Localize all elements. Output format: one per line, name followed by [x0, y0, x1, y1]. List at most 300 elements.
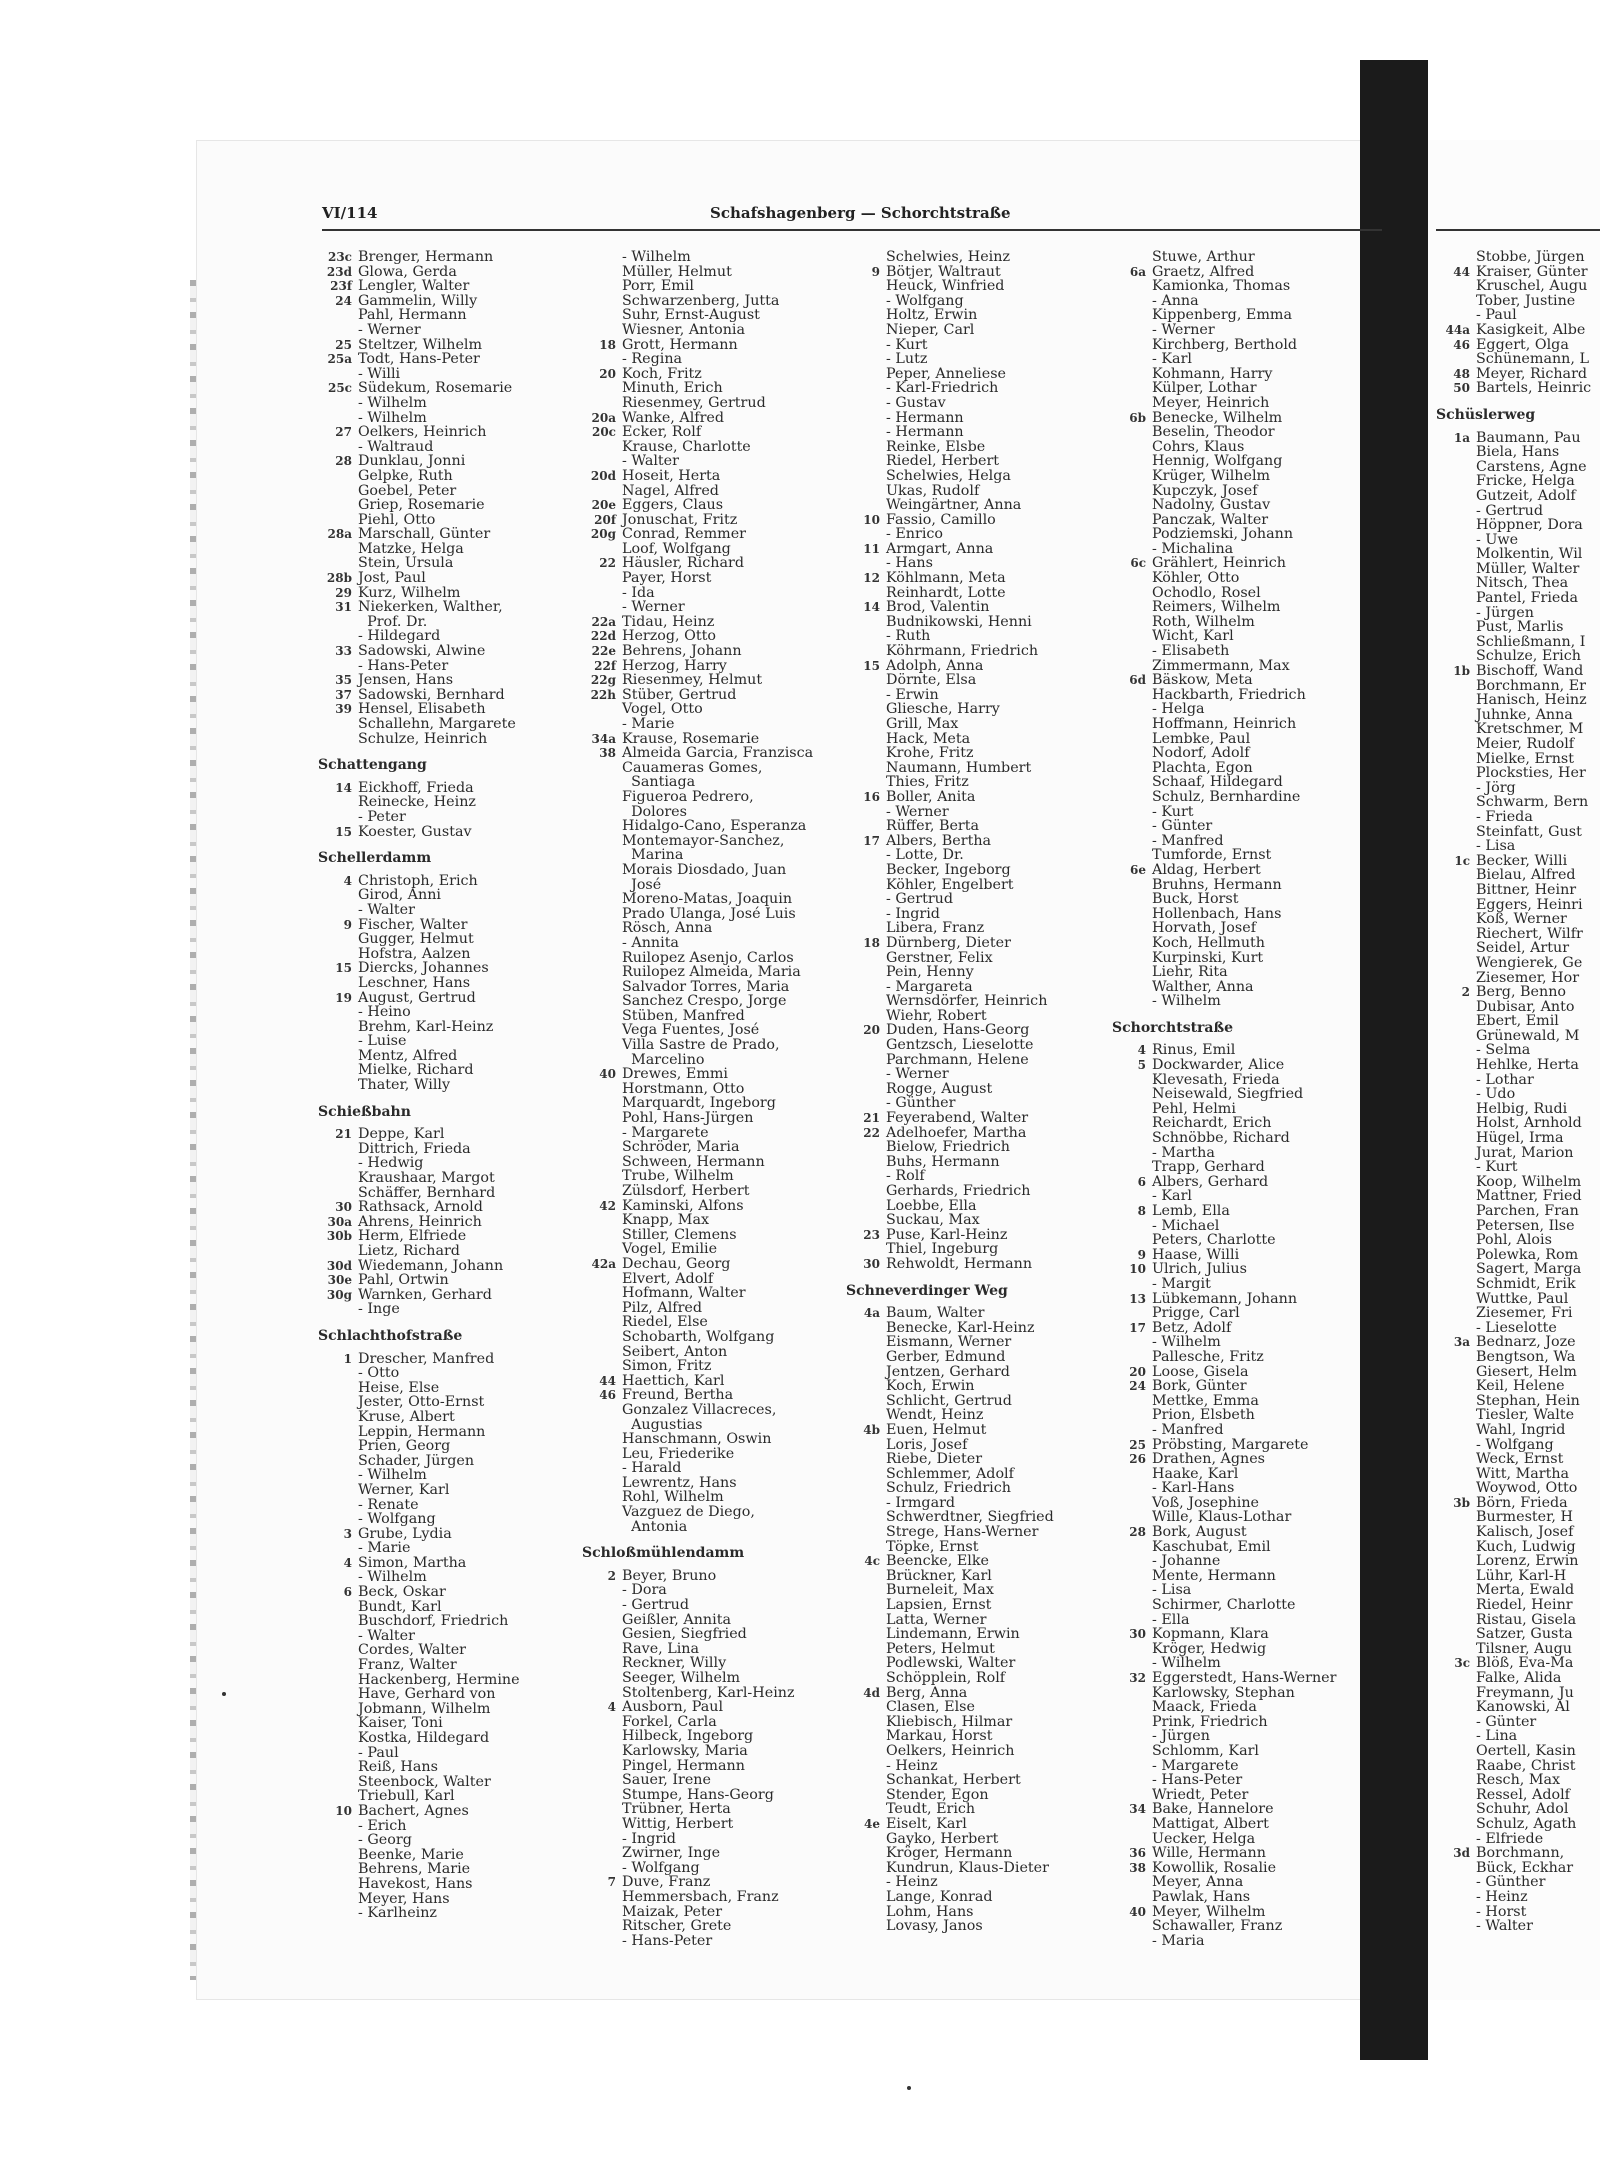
- resident-name: Hennig, Wolfgang: [1152, 453, 1283, 470]
- resident-name: Kurz, Wilhelm: [358, 584, 461, 601]
- resident-name: Rüffer, Berta: [886, 818, 980, 835]
- resident-entry: [1436, 1043, 1591, 1058]
- resident-name: Schlomm, Karl: [1152, 1742, 1260, 1759]
- resident-name: Aldag, Herbert: [1152, 861, 1261, 878]
- resident-entry: [846, 1038, 1054, 1053]
- resident-entry: [1436, 1554, 1591, 1569]
- resident-name: Kruse, Albert: [358, 1408, 455, 1425]
- resident-name: Falke, Alida: [1476, 1670, 1562, 1686]
- resident-name: Reckner, Willy: [622, 1655, 727, 1672]
- resident-entry: [1436, 1189, 1591, 1204]
- resident-name: Euen, Helmut: [886, 1421, 987, 1438]
- resident-name: - Selma: [1476, 1042, 1531, 1059]
- resident-entry: [1436, 941, 1591, 956]
- resident-name: Nieper, Carl: [886, 321, 975, 338]
- resident-entry: [318, 1468, 520, 1483]
- resident-entry: [1436, 956, 1591, 971]
- house-number: 8: [1137, 1204, 1146, 1218]
- house-number: 30: [1129, 1627, 1146, 1642]
- resident-entry: [846, 863, 1054, 878]
- resident-entry: [846, 1846, 1054, 1861]
- resident-entry: [318, 1746, 520, 1761]
- resident-entry: [318, 250, 520, 265]
- resident-name: Meyer, Richard: [1476, 365, 1588, 382]
- house-number: 4b: [863, 1422, 880, 1437]
- house-number: 48: [1453, 366, 1470, 381]
- house-number: 14: [863, 600, 880, 615]
- resident-entry: [1112, 1540, 1336, 1555]
- resident-entry: [1436, 474, 1591, 489]
- resident-entry: [582, 1126, 813, 1141]
- resident-name: Rohl, Wilhelm: [622, 1489, 724, 1506]
- resident-name: Hidalgo-Cano, Esperanza: [622, 818, 807, 835]
- resident-entry: [318, 1819, 520, 1834]
- resident-entry: [582, 936, 813, 951]
- street-heading: Schorchtstraße: [1112, 1019, 1234, 1036]
- resident-name: - Ruth: [886, 628, 931, 645]
- resident-name: Wanke, Alfred: [622, 409, 725, 426]
- resident-entry: [318, 308, 520, 323]
- resident-name: Becker, Ingeborg: [886, 861, 1011, 878]
- resident-name: Kirchberg, Berthold: [1152, 336, 1298, 353]
- resident-entry: [1436, 1423, 1591, 1438]
- column-3: [846, 250, 1054, 1934]
- house-number: 9: [871, 264, 880, 279]
- resident-name: Grott, Hermann: [622, 336, 738, 353]
- resident-entry: [846, 907, 1054, 922]
- resident-entry: [318, 1229, 520, 1244]
- resident-entry: [1112, 1846, 1336, 1861]
- resident-entry: [1112, 688, 1336, 703]
- resident-entry: [318, 1078, 520, 1093]
- resident-name: Hackenberg, Hermine: [358, 1671, 520, 1688]
- resident-entry: [318, 1302, 520, 1317]
- house-number: 46: [599, 1388, 616, 1403]
- resident-entry: [1112, 907, 1336, 922]
- house-number: 23f: [330, 279, 352, 294]
- resident-entry: [1112, 1759, 1336, 1774]
- street-heading: Schloßmühlendamm: [582, 1545, 745, 1562]
- house-number: 9: [1137, 1247, 1146, 1262]
- resident-entry: [1112, 892, 1336, 907]
- house-number: 30e: [327, 1273, 352, 1288]
- resident-entry: [582, 1053, 813, 1068]
- resident-entry: [318, 1244, 520, 1259]
- resident-name: Deppe, Karl: [358, 1126, 445, 1143]
- resident-entry: [846, 892, 1054, 907]
- resident-name: Dockwarder, Alice: [1152, 1057, 1285, 1074]
- resident-name: - Willi: [358, 365, 401, 382]
- resident-entry: [318, 1673, 520, 1688]
- resident-entry: [318, 1848, 520, 1863]
- resident-entry: [1112, 1292, 1336, 1307]
- resident-entry: [1112, 1262, 1336, 1277]
- resident-name: Salvador Torres, Maria: [622, 978, 790, 995]
- resident-name: - Helga: [1152, 701, 1205, 718]
- house-number: 40: [1129, 1904, 1146, 1919]
- resident-name: - Kurt: [1152, 803, 1194, 820]
- resident-entry: [1436, 1014, 1591, 1029]
- resident-entry: [582, 1788, 813, 1803]
- resident-entry: [1436, 591, 1591, 606]
- resident-name: - Lina: [1476, 1728, 1518, 1745]
- resident-entry: [318, 1454, 520, 1469]
- resident-name: Kundrun, Klaus-Dieter: [886, 1859, 1049, 1876]
- resident-name: - Dora: [622, 1582, 667, 1599]
- resident-name: Schöpplein, Rolf: [886, 1670, 1006, 1686]
- resident-entry: [582, 951, 813, 966]
- resident-name: Hehlke, Herta: [1476, 1057, 1579, 1074]
- resident-name: Köhler, Otto: [1152, 570, 1240, 587]
- resident-name: Clasen, Else: [886, 1699, 975, 1716]
- resident-name: Eickhoff, Frieda: [358, 779, 474, 796]
- resident-name: Neisewald, Siegfried: [1152, 1086, 1304, 1103]
- resident-entry: [1436, 445, 1591, 460]
- resident-entry: [582, 1656, 813, 1671]
- resident-name: Ressel, Adolf: [1476, 1786, 1570, 1803]
- resident-name: Ziesemer, Fri: [1476, 1305, 1573, 1322]
- resident-name: Pilz, Alfred: [622, 1299, 703, 1316]
- resident-entry: [582, 1257, 813, 1272]
- speck-mark: [907, 2086, 911, 2090]
- resident-entry: [318, 1702, 520, 1717]
- resident-entry: [846, 805, 1054, 820]
- resident-entry: [846, 1379, 1054, 1394]
- resident-entry: [318, 1643, 520, 1658]
- resident-entry: [1112, 1802, 1336, 1817]
- resident-name: Riedel, Else: [622, 1314, 708, 1331]
- resident-entry: [318, 810, 520, 825]
- resident-entry: [318, 1381, 520, 1396]
- house-number: 22f: [594, 658, 616, 673]
- resident-name: Hack, Meta: [886, 730, 971, 747]
- speck-mark: [222, 1692, 226, 1696]
- resident-name: Bielau, Alfred: [1476, 867, 1576, 884]
- house-number: 24: [335, 293, 352, 308]
- resident-entry: [1436, 518, 1591, 533]
- resident-entry: [1112, 381, 1336, 396]
- resident-entry: [1436, 722, 1591, 737]
- resident-name: Hofmann, Walter: [622, 1285, 746, 1302]
- resident-name: Beck, Oskar: [358, 1584, 446, 1601]
- resident-name: Ulrich, Julius: [1152, 1261, 1247, 1278]
- resident-name: Lietz, Richard: [358, 1243, 460, 1259]
- resident-name: Köhlmann, Meta: [886, 570, 1006, 587]
- resident-name: - Johanne: [1152, 1553, 1221, 1570]
- resident-entry: [846, 513, 1054, 528]
- resident-entry: [846, 1525, 1054, 1540]
- resident-name: Pawlak, Hans: [1152, 1888, 1251, 1905]
- resident-entry: [846, 1554, 1054, 1569]
- resident-entry: [582, 527, 813, 542]
- resident-name: Schröder, Maria: [622, 1139, 740, 1156]
- house-number: 15: [335, 961, 352, 976]
- resident-entry: [1112, 1817, 1336, 1832]
- resident-name: Meyer, Hans: [358, 1890, 450, 1907]
- resident-name: Glowa, Gerda: [358, 263, 457, 280]
- resident-entry: [1112, 965, 1336, 980]
- resident-entry: [1112, 294, 1336, 309]
- resident-entry: [1436, 1583, 1591, 1598]
- resident-name: Behrens, Marie: [358, 1861, 471, 1878]
- resident-entry: [846, 1257, 1054, 1272]
- resident-entry: [1112, 425, 1336, 440]
- resident-entry: [318, 1186, 520, 1201]
- resident-name: Thiel, Ingeburg: [886, 1241, 999, 1258]
- resident-entry: [846, 396, 1054, 411]
- house-number: 17: [1129, 1320, 1146, 1335]
- resident-name: - Wilhelm: [358, 409, 427, 426]
- resident-entry: [846, 425, 1054, 440]
- resident-name: Pehl, Helmi: [1152, 1100, 1236, 1117]
- house-number: 25a: [327, 352, 352, 367]
- resident-entry: [582, 921, 813, 936]
- house-number: 34: [1129, 1802, 1146, 1817]
- house-number: 15: [863, 658, 880, 673]
- resident-entry: [846, 1861, 1054, 1876]
- resident-entry: [1112, 1146, 1336, 1161]
- resident-entry: [582, 1846, 813, 1861]
- house-number: 50: [1453, 381, 1470, 396]
- house-number: 20a: [591, 410, 616, 425]
- resident-name: - Ingrid: [622, 1830, 676, 1847]
- resident-name: Heise, Else: [358, 1379, 440, 1396]
- resident-name: Tilsner, Augu: [1476, 1640, 1572, 1657]
- resident-entry: [1436, 1000, 1591, 1015]
- resident-entry: [1436, 1204, 1591, 1219]
- resident-entry: [1436, 1656, 1591, 1671]
- resident-entry: [318, 1005, 520, 1020]
- resident-entry: [846, 790, 1054, 805]
- resident-name: Ruilopez Asenjo, Carlos: [622, 949, 794, 966]
- resident-name: - Horst: [1476, 1903, 1527, 1920]
- resident-name: Herzog, Harry: [622, 657, 727, 674]
- resident-name: Müller, Helmut: [622, 263, 732, 280]
- resident-entry: [318, 1156, 520, 1171]
- resident-name: Mettke, Emma: [1152, 1392, 1259, 1409]
- house-number: 1c: [1454, 853, 1470, 868]
- resident-name: Riesenmey, Gertrud: [622, 394, 766, 411]
- resident-entry: [1112, 644, 1336, 659]
- resident-name: Weck, Ernst: [1476, 1451, 1564, 1468]
- resident-entry: [846, 775, 1054, 790]
- resident-entry: [582, 571, 813, 586]
- resident-entry: [1112, 367, 1336, 382]
- resident-entry: [582, 1890, 813, 1905]
- house-number: 36: [1129, 1846, 1146, 1861]
- resident-entry: [846, 279, 1054, 294]
- resident-name: Burmester, H: [1476, 1509, 1573, 1526]
- resident-entry: [846, 323, 1054, 338]
- resident-name: Holtz, Erwin: [886, 307, 978, 324]
- resident-name: - Karl-Hans: [1152, 1480, 1235, 1497]
- resident-entry: [846, 411, 1054, 426]
- resident-entry: [318, 542, 520, 557]
- resident-entry: [846, 1598, 1054, 1613]
- resident-entry: [582, 1832, 813, 1847]
- street-heading: Schüslerweg: [1436, 406, 1536, 423]
- resident-name: Schelwies, Helga: [886, 467, 1011, 484]
- resident-entry: [1436, 1350, 1591, 1365]
- resident-entry: [1436, 367, 1591, 382]
- resident-name: Nagel, Alfred: [622, 482, 719, 499]
- house-number: 30b: [326, 1229, 352, 1244]
- resident-entry: [318, 1127, 520, 1142]
- resident-name: Meier, Rudolf: [1476, 736, 1575, 752]
- resident-entry: [1112, 527, 1336, 542]
- resident-name: Weingärtner, Anna: [886, 497, 1022, 514]
- resident-name: Kruschel, Augu: [1476, 278, 1588, 295]
- resident-name: Sagert, Marga: [1476, 1261, 1582, 1278]
- house-number: 38: [599, 746, 616, 761]
- resident-name: Wittig, Herbert: [622, 1815, 734, 1832]
- resident-entry: [1436, 1817, 1591, 1832]
- resident-name: - Margarete: [622, 1124, 709, 1141]
- resident-name: Kupczyk, Josef: [1152, 482, 1258, 499]
- resident-name: Kippenberg, Emma: [1152, 307, 1292, 324]
- resident-name: Schulze, Heinrich: [358, 730, 488, 747]
- resident-name: Karlowsky, Stephan: [1152, 1684, 1295, 1701]
- resident-entry: [1112, 1613, 1336, 1628]
- resident-name: Werner, Karl: [358, 1481, 450, 1498]
- resident-name: Gammelin, Willy: [358, 292, 478, 309]
- house-number: 17: [863, 833, 880, 848]
- resident-entry: [846, 1155, 1054, 1170]
- resident-entry: [1436, 1861, 1591, 1876]
- resident-entry: [318, 294, 520, 309]
- house-number: 6: [1137, 1174, 1146, 1189]
- resident-entry: [582, 1330, 813, 1345]
- resident-name: Liehr, Rita: [1152, 964, 1228, 981]
- resident-name: Hackbarth, Friedrich: [1152, 686, 1306, 703]
- resident-entry: [1112, 1102, 1336, 1117]
- resident-name: Tiesler, Walte: [1476, 1407, 1575, 1424]
- resident-entry: [582, 1418, 813, 1433]
- resident-entry: [582, 542, 813, 557]
- house-number: 28: [1129, 1525, 1146, 1540]
- resident-name: - Jürgen: [1152, 1728, 1210, 1745]
- resident-name: Oelkers, Heinrich: [886, 1742, 1015, 1759]
- resident-entry: [318, 918, 520, 933]
- resident-entry: [582, 1184, 813, 1199]
- resident-entry: [1436, 279, 1591, 294]
- resident-name: - Michalina: [1152, 540, 1234, 557]
- resident-name: Ukas, Rudolf: [886, 482, 980, 499]
- resident-entry: [846, 1583, 1054, 1598]
- resident-entry: [318, 781, 520, 796]
- resident-name: Wicht, Karl: [1152, 628, 1234, 645]
- resident-name: Marcelino: [622, 1051, 705, 1068]
- resident-entry: [1436, 708, 1591, 723]
- resident-entry: [1112, 819, 1336, 834]
- resident-name: Brenger, Hermann: [358, 249, 494, 265]
- resident-entry: [1112, 1408, 1336, 1423]
- resident-entry: [1112, 921, 1336, 936]
- resident-name: Koester, Gustav: [358, 823, 472, 840]
- resident-name: - Wilhelm: [358, 1569, 427, 1586]
- resident-name: Stephan, Hein: [1476, 1392, 1580, 1409]
- resident-name: Dubisar, Anto: [1476, 998, 1575, 1015]
- resident-name: Kliebisch, Hilmar: [886, 1713, 1013, 1730]
- resident-name: Ritscher, Grete: [622, 1918, 732, 1935]
- resident-entry: [318, 795, 520, 810]
- resident-entry: [582, 980, 813, 995]
- resident-entry: [582, 381, 813, 396]
- resident-name: Teudt, Erich: [886, 1801, 976, 1818]
- resident-name: Jobmann, Wilhelm: [358, 1700, 491, 1717]
- resident-entry: [582, 1374, 813, 1389]
- resident-name: - Heinz: [886, 1874, 938, 1891]
- house-number: 3d: [1453, 1846, 1470, 1861]
- resident-entry: [846, 600, 1054, 615]
- house-number: 1: [343, 1351, 352, 1366]
- resident-name: - Uwe: [1476, 531, 1519, 548]
- resident-entry: [582, 1009, 813, 1024]
- resident-entry: [846, 688, 1054, 703]
- resident-entry: [846, 1919, 1054, 1934]
- resident-entry: [1436, 1744, 1591, 1759]
- resident-entry: [1436, 795, 1591, 810]
- resident-entry: [846, 571, 1054, 586]
- resident-name: Albers, Gerhard: [1152, 1173, 1269, 1190]
- resident-name: Schuhr, Adol: [1476, 1801, 1569, 1818]
- resident-entry: [582, 294, 813, 309]
- resident-name: Wiesner, Antonia: [622, 321, 746, 338]
- resident-entry: [1112, 1131, 1336, 1146]
- resident-name: - Karl: [1152, 351, 1192, 368]
- resident-name: Sadowski, Bernhard: [358, 686, 505, 703]
- resident-entry: [582, 761, 813, 776]
- resident-entry: [318, 1775, 520, 1790]
- resident-name: Plocksties, Her: [1476, 765, 1586, 782]
- resident-entry: [1436, 1452, 1591, 1467]
- resident-name: Maack, Frieda: [1152, 1699, 1257, 1716]
- resident-name: Kuch, Ludwig: [1476, 1538, 1576, 1555]
- resident-entry: [582, 629, 813, 644]
- resident-entry: [1436, 1321, 1591, 1336]
- resident-entry: [582, 688, 813, 703]
- resident-name: Lewrentz, Hans: [622, 1474, 737, 1491]
- resident-name: Montemayor-Sanchez,: [622, 832, 785, 849]
- resident-entry: [1436, 489, 1591, 504]
- house-number: 4e: [864, 1816, 880, 1831]
- resident-entry: [582, 1934, 813, 1949]
- resident-entry: [582, 1861, 813, 1876]
- resident-name: - Hermann: [886, 424, 964, 441]
- street-heading: Schellerdamm: [318, 850, 432, 867]
- resident-entry: [582, 338, 813, 353]
- house-number: 14: [335, 780, 352, 795]
- resident-name: Reinhardt, Lotte: [886, 584, 1006, 601]
- resident-entry: [318, 338, 520, 353]
- resident-name: Herm, Elfriede: [358, 1228, 467, 1245]
- resident-entry: [1112, 659, 1336, 674]
- resident-entry: [1436, 1233, 1591, 1248]
- resident-name: Koch, Erwin: [886, 1378, 975, 1395]
- resident-name: Brückner, Karl: [886, 1567, 992, 1584]
- resident-entry: [846, 673, 1054, 688]
- resident-entry: [846, 469, 1054, 484]
- resident-name: Buhs, Hermann: [886, 1153, 1000, 1170]
- resident-name: Rathsack, Arnold: [358, 1199, 483, 1216]
- resident-entry: [318, 1658, 520, 1673]
- resident-entry: [1436, 1642, 1591, 1657]
- resident-name: - Hans: [886, 555, 933, 572]
- resident-name: Mente, Hermann: [1152, 1567, 1276, 1584]
- resident-entry: [1436, 1773, 1591, 1788]
- resident-entry: [1112, 1175, 1336, 1190]
- resident-name: Schwerdtner, Siegfried: [886, 1509, 1054, 1526]
